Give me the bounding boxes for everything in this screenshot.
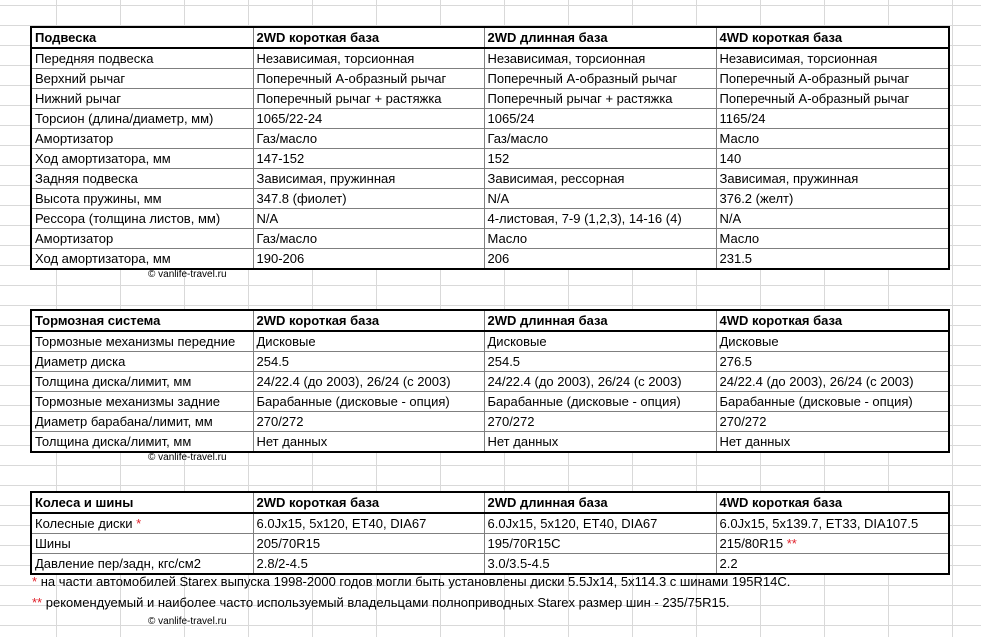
cell-text: 215/80R15 [719,536,784,551]
table-cell: 1065/22-24 [253,109,484,129]
watermark-text: © vanlife-travel.ru [148,616,227,627]
double-asterisk-mark: ** [786,536,797,551]
table-cell: Зависимая, пружинная [716,169,949,189]
table-cell: Газ/масло [253,129,484,149]
table-row [31,432,949,453]
table-cell: Дисковые [716,331,949,352]
table-cell: Газ/масло [253,229,484,249]
table-row [31,169,949,189]
table-cell: Масло [484,229,716,249]
table-cell: Передняя подвеска [31,48,253,69]
table-cell: Барабанные (дисковые - опция) [484,392,716,412]
table-cell: Нет данных [716,432,949,453]
table-cell: Диаметр диска [31,352,253,372]
table-row [31,249,949,270]
table-cell: Толщина диска/лимит, мм [31,432,253,453]
table-cell: Зависимая, рессорная [484,169,716,189]
table-cell: N/A [716,209,949,229]
header-cell: 2WD длинная база [484,492,716,513]
table-row [31,331,949,352]
table-row [31,534,949,554]
table-cell: Поперечный рычаг + растяжка [253,89,484,109]
table-cell: 376.2 (желт) [716,189,949,209]
table-cell: 2.2 [716,554,949,575]
table-cell: 147-152 [253,149,484,169]
header-cell: 2WD длинная база [484,27,716,48]
table-cell: Нет данных [253,432,484,453]
table-cell: 3.0/3.5-4.5 [484,554,716,575]
table-cell: Толщина диска/лимит, мм [31,372,253,392]
header-cell: Подвеска [31,27,253,48]
suspension-table [30,26,950,270]
watermark-text: © vanlife-travel.ru [148,269,227,280]
header-cell: 2WD короткая база [253,310,484,331]
table-cell: Рессора (толщина листов, мм) [31,209,253,229]
table-row [31,209,949,229]
table-cell: 190-206 [253,249,484,270]
header-cell: 4WD короткая база [716,492,949,513]
table-cell: 24/22.4 (до 2003), 26/24 (с 2003) [716,372,949,392]
table-cell: N/A [253,209,484,229]
table-cell: Тормозные механизмы задние [31,392,253,412]
table-cell: 1165/24 [716,109,949,129]
table-row [31,129,949,149]
table-row [31,89,949,109]
table-row [31,109,949,129]
table-row [31,392,949,412]
table-row [31,412,949,432]
footnote-mark: ** [32,595,43,610]
table-header-row [31,27,949,48]
table-cell: 4-листовая, 7-9 (1,2,3), 14-16 (4) [484,209,716,229]
watermark-text: © vanlife-travel.ru [148,452,227,463]
table-cell: 231.5 [716,249,949,270]
table-cell: Торсион (длина/диаметр, мм) [31,109,253,129]
table-cell: Поперечный рычаг + растяжка [484,89,716,109]
table-cell: Ход амортизатора, мм [31,249,253,270]
table-row [31,229,949,249]
header-cell: Тормозная система [31,310,253,331]
table-row [31,48,949,69]
table-row [31,554,949,575]
table-row [31,352,949,372]
table-header-row [31,492,949,513]
table-cell: 205/70R15 [253,534,484,554]
table-cell: Диаметр барабана/лимит, мм [31,412,253,432]
table-row [31,513,949,534]
table-cell: Шины [31,534,253,554]
table-cell: Поперечный А-образный рычаг [716,69,949,89]
table-cell: Масло [716,129,949,149]
table-cell: 140 [716,149,949,169]
table-cell: Амортизатор [31,229,253,249]
table-cell: Задняя подвеска [31,169,253,189]
table-cell: Поперечный А-образный рычаг [253,69,484,89]
table-cell: Ход амортизатора, мм [31,149,253,169]
table-cell: 6.0Jx15, 5x139.7, ET33, DIA107.5 [716,513,949,534]
table-cell: Поперечный А-образный рычаг [716,89,949,109]
table-cell: 6.0Jx15, 5x120, ET40, DIA67 [253,513,484,534]
table-cell: 1065/24 [484,109,716,129]
footnote [32,594,730,612]
table-cell: 152 [484,149,716,169]
table-cell: 206 [484,249,716,270]
table-cell: Независимая, торсионная [716,48,949,69]
footnote-text: на части автомобилей Starex выпуска 1998-2000 годов могли быть установлены диски 5.5Jx14, 5x114.3 с шинами 195R14C. [40,574,791,589]
table-row [31,372,949,392]
table-cell: N/A [484,189,716,209]
table-cell: Барабанные (дисковые - опция) [716,392,949,412]
table-cell: Барабанные (дисковые - опция) [253,392,484,412]
table-cell: Зависимая, пружинная [253,169,484,189]
table-cell: Давление пер/задн, кгс/см2 [31,554,253,575]
wheels-table [30,491,950,575]
table-cell: 270/272 [253,412,484,432]
table-cell: Поперечный А-образный рычаг [484,69,716,89]
table-cell: Масло [716,229,949,249]
table-cell: 195/70R15C [484,534,716,554]
table-row [31,189,949,209]
table-cell: 2.8/2-4.5 [253,554,484,575]
table-cell: 24/22.4 (до 2003), 26/24 (с 2003) [253,372,484,392]
table-cell [31,513,253,534]
table-cell: Независимая, торсионная [253,48,484,69]
table-row [31,149,949,169]
table-cell: 24/22.4 (до 2003), 26/24 (с 2003) [484,372,716,392]
table-cell [716,534,949,554]
footnote-mark: * [32,574,38,589]
table-cell: 276.5 [716,352,949,372]
table-cell: 254.5 [253,352,484,372]
table-cell: Дисковые [484,331,716,352]
header-cell: 2WD короткая база [253,492,484,513]
table-cell: Амортизатор [31,129,253,149]
table-cell: 270/272 [716,412,949,432]
cell-text: Колесные диски [35,516,133,531]
brakes-table [30,309,950,453]
header-cell: 4WD короткая база [716,27,949,48]
footnote [32,573,790,591]
table-cell: Верхний рычаг [31,69,253,89]
table-cell: Нет данных [484,432,716,453]
table-cell: 6.0Jx15, 5x120, ET40, DIA67 [484,513,716,534]
header-cell: Колеса и шины [31,492,253,513]
table-cell: 254.5 [484,352,716,372]
table-cell: 270/272 [484,412,716,432]
asterisk-mark: * [136,516,142,531]
table-cell: Дисковые [253,331,484,352]
table-header-row [31,310,949,331]
table-cell: Независимая, торсионная [484,48,716,69]
table-cell: Нижний рычаг [31,89,253,109]
header-cell: 2WD короткая база [253,27,484,48]
table-cell: Высота пружины, мм [31,189,253,209]
table-cell: Тормозные механизмы передние [31,331,253,352]
table-cell: 347.8 (фиолет) [253,189,484,209]
header-cell: 4WD короткая база [716,310,949,331]
header-cell: 2WD длинная база [484,310,716,331]
table-row [31,69,949,89]
footnote-text: рекомендуемый и наиболее часто используемый владельцами полноприводных Starex размер шин - 235/75R15. [45,595,730,610]
table-cell: Газ/масло [484,129,716,149]
